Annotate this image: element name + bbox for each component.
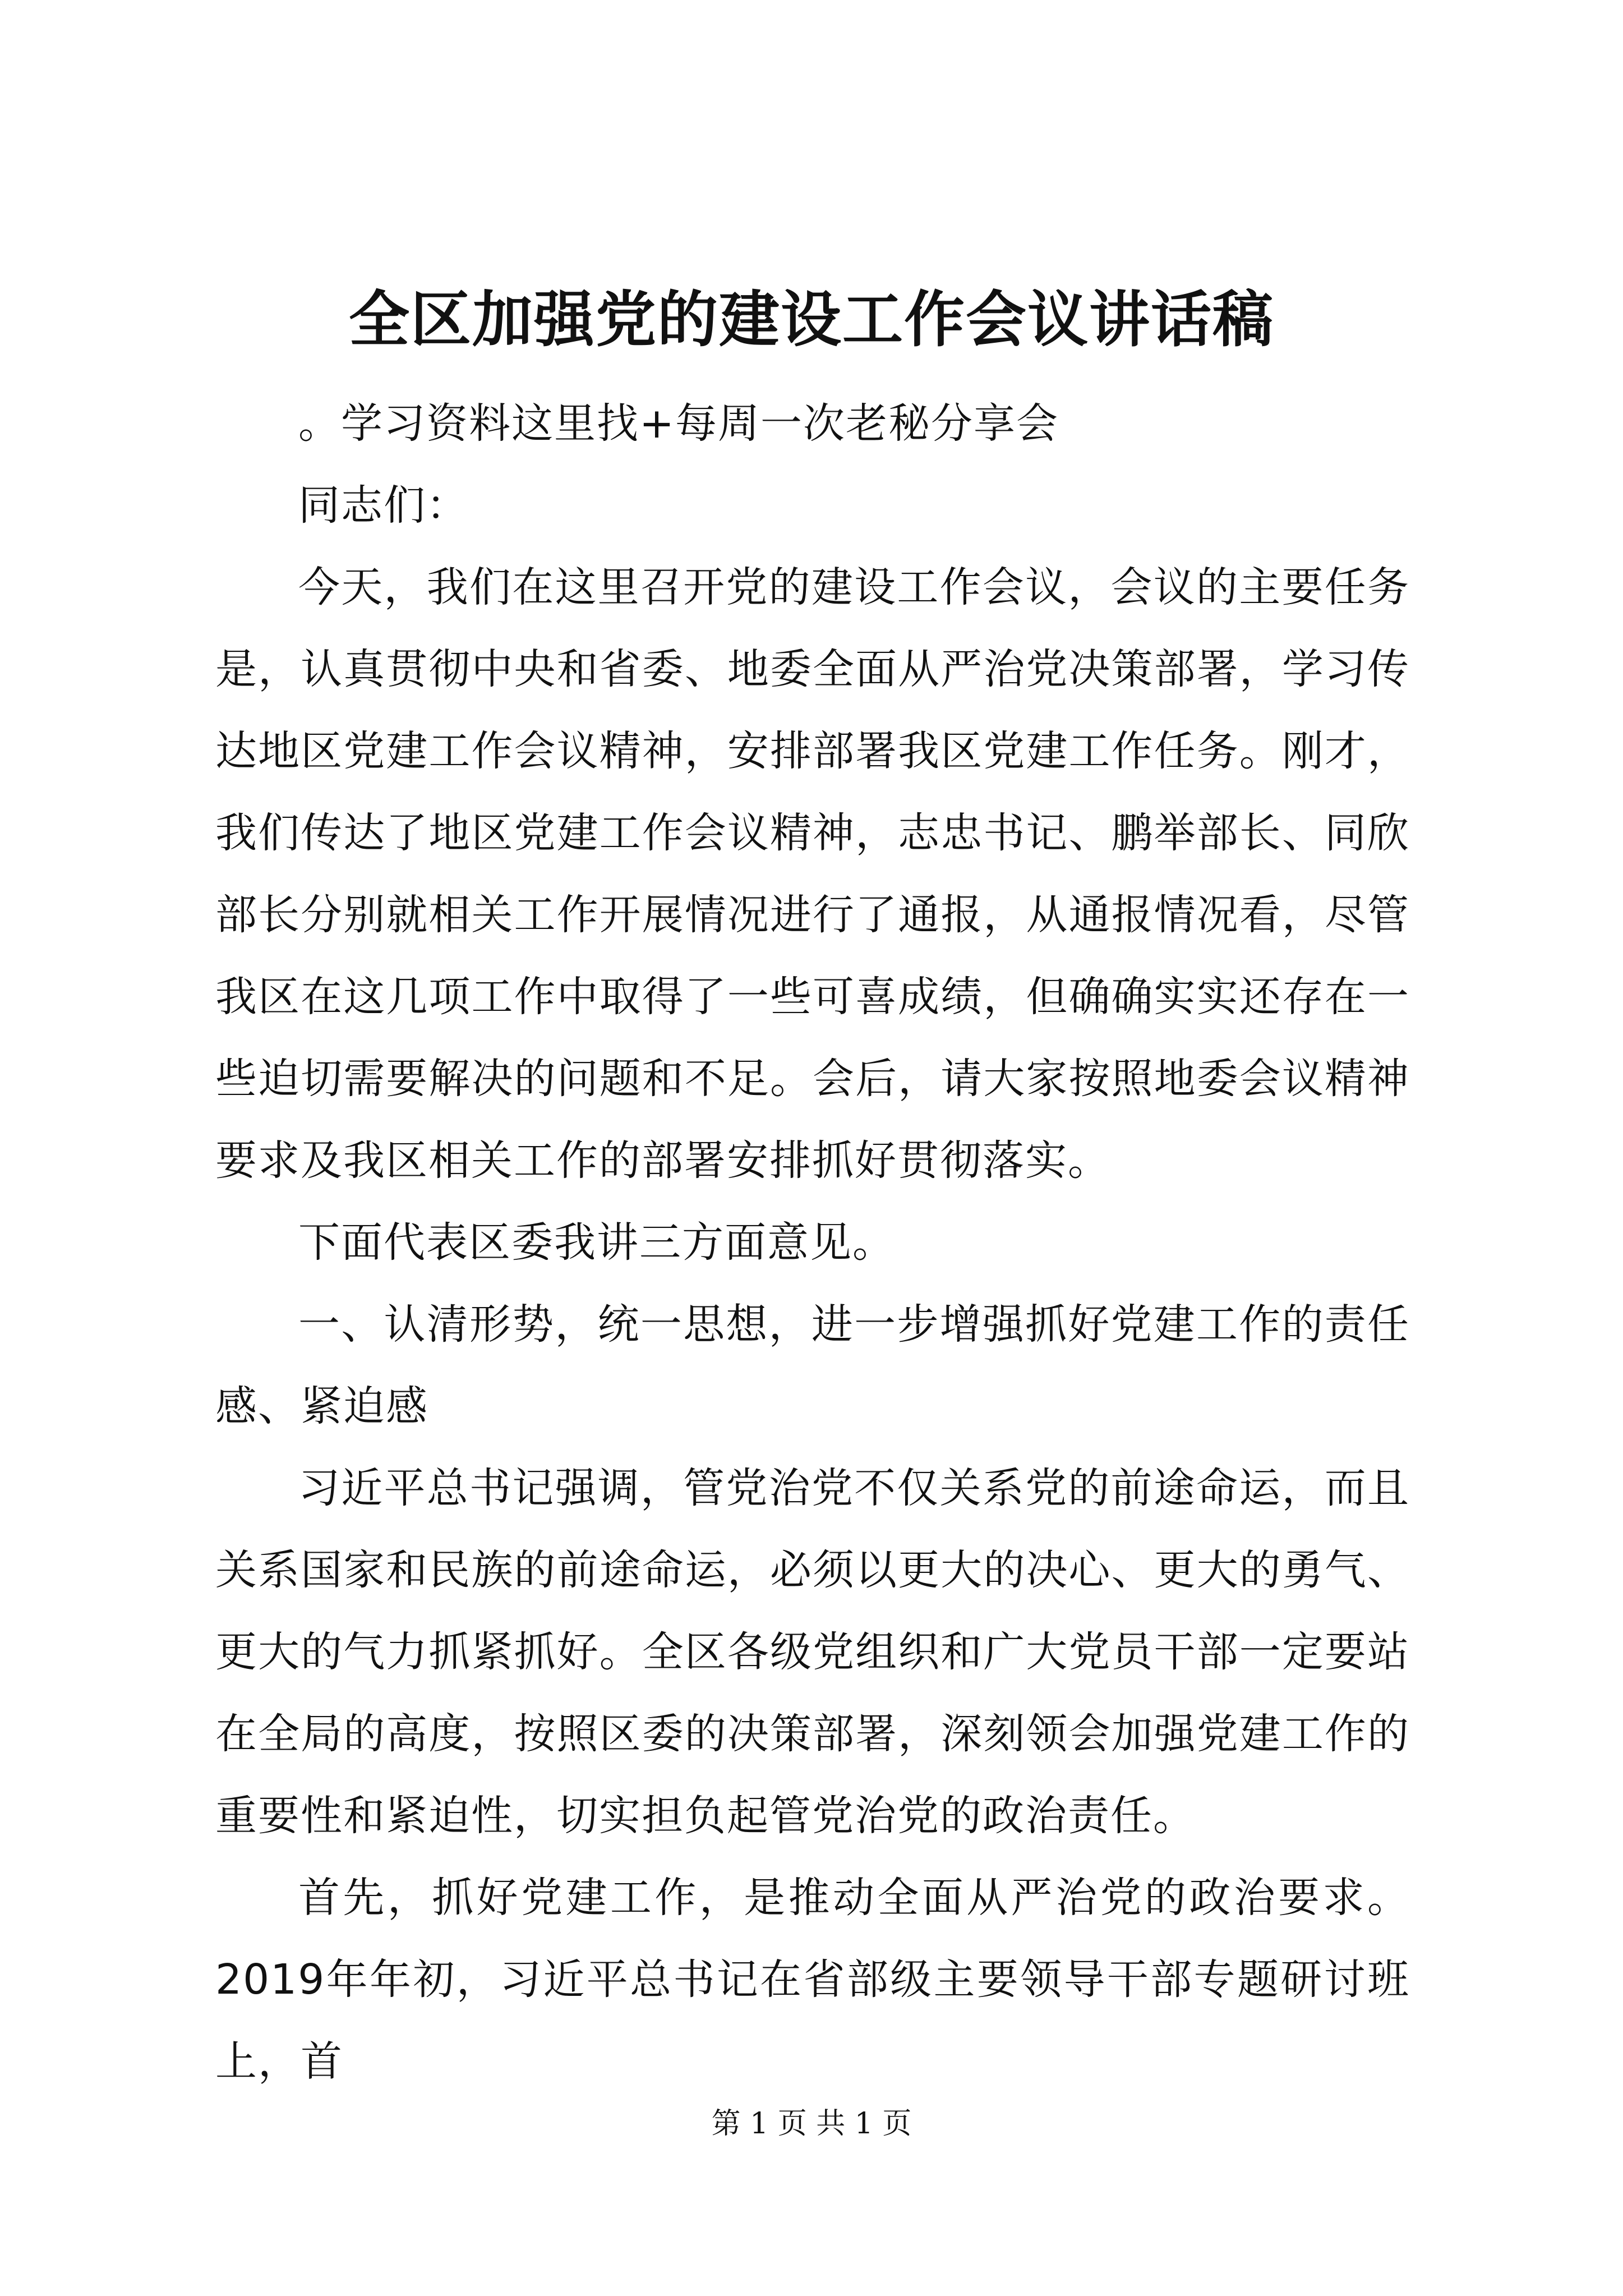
paragraph-section-1: 习近平总书记强调，管党治党不仅关系党的前途命运，而且关系国家和民族的前途命运，必须以更大的决心、更大的勇气、更大的气力抓紧抓好。全区各级党组织和广大党员干部一定要站在全局的高度，按照区委的决策部署，深刻领会加强党建工作的重要性和紧迫性，切实担负起管党治党的政治责任。	[215, 1464, 1410, 1840]
document-body	[215, 383, 1410, 2102]
paragraph-first-point: 首先，抓好党建工作，是推动全面从严治党的政治要求。2019年年初，习近平总书记在省部级主要领导干部专题研讨班上，首	[215, 1874, 1410, 2086]
paragraph-outline: 下面代表区委我讲三方面意见。	[298, 1218, 895, 1267]
section-heading-1: 一、认清形势，统一思想，进一步增强抓好党建工作的责任感、紧迫感	[215, 1300, 1410, 1430]
document-title: 全区加强党的建设工作会议讲话稿	[348, 284, 1274, 355]
paragraph-salutation: 同志们：	[298, 481, 469, 530]
page-footer: 第 1 页 共 1 页	[711, 2107, 912, 2141]
paragraph-opening: 今天，我们在这里召开党的建设工作会议，会议的主要任务是，认真贯彻中央和省委、地委全面从严治党决策部署，学习传达地区党建工作会议精神，安排部署我区党建工作任务。刚才，我们传达了地区党建工作会议精神，志忠书记、鹏举部长、同欣部长分别就相关工作开展情况进行了通报，从通报情况看，尽管我区在这几项工作中取得了一些可喜成绩，但确确实实还存在一些迫切需要解决的问题和不足。会后，请大家按照地委会议精神要求及我区相关工作的部署安排抓好贯彻落实。	[215, 563, 1410, 1185]
paragraph-intro-note: 。学习资料这里找+每周一次老秘分享会	[298, 399, 1059, 448]
